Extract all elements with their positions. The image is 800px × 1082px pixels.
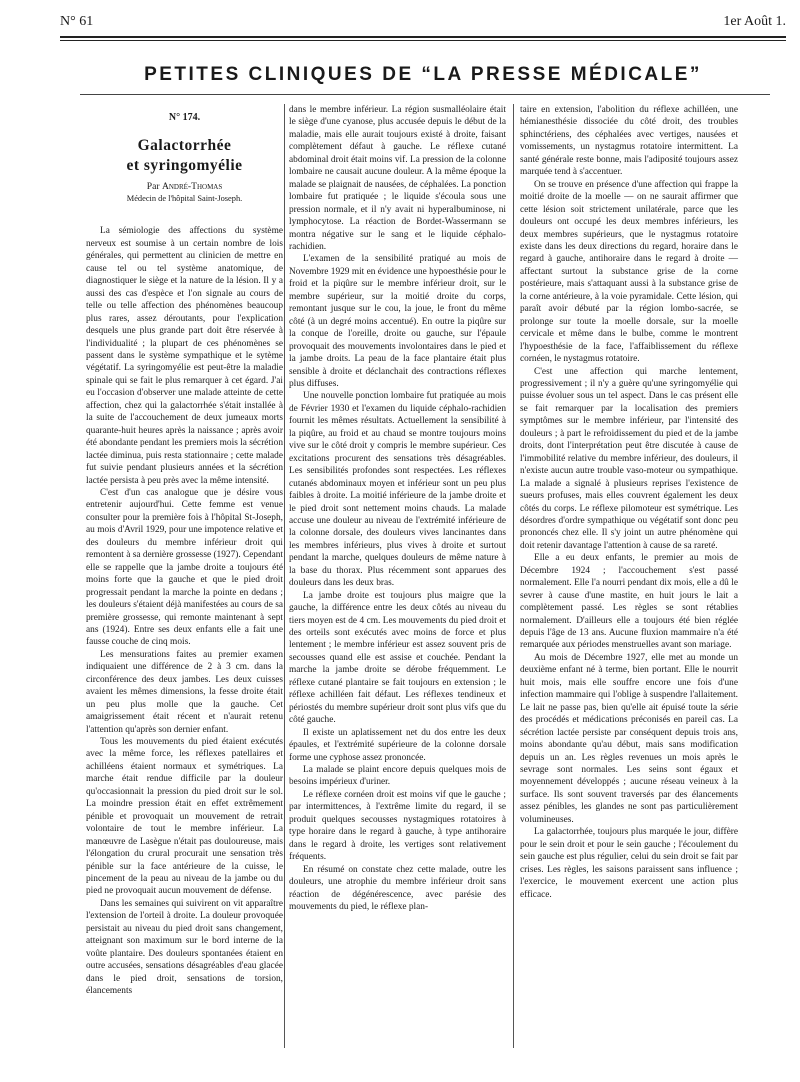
paragraph: Une nouvelle ponction lombaire fut pratiquée au mois de Février 1930 et l'examen du liquide céphalo-rachidien fournit les mêmes résultats. Actuellement la sensibilité à la piqûre, au froid et au chaud se montre toujours moins vive sur le côté droit y compris le membre supérieur. Ces excitations procurent des sensations très désagréables. Les sensibilités profondes sont respectées. Les réflexes cutanés abdominaux moyen et inférieur sont un peu plus faibles à droite. La moitié inférieure de la jambe droite et le pied droit sont nettement moins chauds. La malade accuse une douleur au niveau de l'extrémité inférieure de la colonne dorsale, des douleurs vives lancinantes dans les membres inférieurs, plus vives à droite et surtout pendant la marche, quelques douleurs de même nature à la base du thorax. Plus récemment sont apparues des douleurs dans les deux bras. bbox=[289, 391, 506, 589]
article-title-line-2: et syringomyélie bbox=[126, 157, 243, 175]
paragraph: taire en extension, l'abolition du réflexe achilléen, une hémianesthésie dissociée du côté droit, des troubles sphinctériens, des céphalées avec vertiges, nausées et vomissements, un nystagmus rotatoire intermittent. La santé générale reste bonne, mais l'adiposité toujours assez marquée tend à s'accentuer. bbox=[520, 105, 738, 178]
paragraph: L'examen de la sensibilité pratiqué au mois de Novembre 1929 mit en évidence une hypoesthésie pour le froid et la piqûre sur le membre inférieur droit, sur le membre supérieur, sur la moitié droite du corps, remontant jusque sur le cou, la joue, le front du même côté (à un degré moins accentué). En outre la piqûre sur la conque de l'oreille, droite ou gauche, sur l'épaule provoquait des mouvements involontaires dans le pied et la jambe droits. La peau de la face plantaire était plus sensible à droite et déclanchait des contractions réflexes plus diffuses. bbox=[289, 254, 506, 389]
author-affiliation: Médecin de l'hôpital Saint-Joseph. bbox=[126, 194, 243, 204]
paragraph: dans le membre inférieur. La région susmalléolaire était le siège d'une cyanose, plus accusée depuis le début de la maladie, mais elle aurait toujours existé à droite, faisant complètement défaut à gauche. Le réflexe cutané abdominal droit était moins vif. La pression de la colonne lombaire ne causait aucune douleur. A la même époque la malade se plaignait de nausées, de céphalées. La ponction lombaire fut pratiquée ; le liquide s'écoula sous une pression normale, et il n'y avait ni hyperalbuminose, ni lymphocytose. La réaction de Bordet-Wassermann se montra négative sur le sang et le liquide céphalo-rachidien. bbox=[289, 105, 506, 252]
paragraph: La sémiologie des affections du système nerveux est soumise à un certain nombre de lois générales, qui permettent au clinicien de mettre en cause tel ou tel système anatomique, de diagnostiquer le siège et la nature de la lésion. Il y a aussi des cas d'espèce et l'on signale au cours de telle ou telle affection des phénomènes beaucoup plus rares, assez déroutants, pour l'explication desquels une plus grande part doit être réservée à l'individualité ; la plupart de ces phénomènes se passent dans le système sympathique et le sytème végétatif. La syringomyélie est peut-être la maladie spinale qui se fait le plus remarquer à cet égard. J'ai eu l'occasion d'observer une malade atteinte de cette affection, chez qui la galactorrhée s'était installée à la suite de l'accouchement de deux jumeaux morts quarante-huit heures après la naissance ; après avoir été abondante pendant les premiers mois la sécrétion lactée diminua, puis resta stationnaire ; cette malade fut suivie pendant plusieurs années et la sécrétion lactée persista à peu près avec la même intensité. bbox=[86, 226, 283, 486]
paragraph: La malade se plaint encore depuis quelques mois de besoins impérieux d'uriner. bbox=[289, 765, 506, 788]
paragraph: La galactorrhée, toujours plus marquée le jour, diffère pour le sein droit et pour le sein gauche ; l'écoulement du sein gauche est plus régulier, celui du sein droit se fait par crises. Les règles, les saisons paraissent sans influence ; l'exercice, le mouvement exercent une action plus efficace. bbox=[520, 827, 738, 900]
paragraph: Il existe un aplatissement net du dos entre les deux épaules, et l'extrémité supérieure de la colonne dorsale forme une cyphose assez prononcée. bbox=[289, 727, 506, 763]
paragraph: C'est d'un cas analogue que je désire vous entretenir aujourd'hui. Cette femme est venue consulter pour la première fois à l'hôpital St-Joseph, au mois d'Avril 1929, pour une impotence relative et des douleurs du membre inférieur droit qui remontent à sa dernière grossesse (1927). Cependant elle se rappelle que la jambe droite a toujours été moins forte que la gauche et que le pied droit progressait pendant la marche la pointe en dedans ; les douleurs s'étaient déjà manifestées au cours de sa première grossesse, qui remonte maintenant à sept ans (1924). Entre ses deux enfants elle a fait une fausse couche de cinq mois. bbox=[86, 487, 283, 648]
paragraph: Tous les mouvements du pied étaient exécutés avec la même force, les réflexes patellaires et achilléens étaient normaux et symétriques. La marche était rendue difficile par la douleur qu'occasionnait la pression du pied droit sur le sol. La moindre pression était en effet extrêmement pénible et provoquait un mouvement de retrait volontaire de tout le membre inférieur. La manœuvre de Lasègue n'était pas douloureuse, mais l'élongation du crural procurait une sensation très pénible sur la face antérieure de la cuisse, le pincement de la peau au niveau de la jambe ou du pied ne provoquait aucun mouvement de défense. bbox=[86, 737, 283, 897]
issue-number: N° 61 bbox=[60, 14, 94, 29]
column-divider bbox=[284, 104, 285, 1048]
paragraph: C'est une affection qui marche lentement, progressivement ; il n'y a guère qu'une syringomyélie qui puisse évoluer sous un tel aspect. Dans le cas présent elle se fait remarquer par la localisation des premiers symptômes sur le membre inférieur, par l'intensité des douleurs ; à part le refroidissement du pied et de la jambe droits, dont l'interprétation peut être discutée à cause de l'immobilité relative du membre inférieur, des douleurs, il n'existe aucun autre trouble vaso-moteur ou sympathique. La malade a signalé à plusieurs reprises l'existence de sueurs profuses, mais elles couvrent également les deux côtés du corps. Le réflexe pilomoteur est symétrique. Les désordres d'ordre sympathique ou végétatif sont donc peu prononcés chez elle. Il s'y joint un autre phénomène qui doit retenir davantage l'attention à cause de sa rareté. bbox=[520, 366, 738, 551]
author-name: André-Thomas bbox=[161, 181, 223, 193]
article-title-line-1: Galactorrhée bbox=[137, 137, 232, 155]
paragraph: On se trouve en présence d'une affection qui frappe la moitié droite de la moelle — on ne saurait affirmer que cette lésion soit strictement unilatérale, parce que les douleurs ont occupé les deux membres inférieurs, les deux membres supérieurs, que le nystagmus rotatoire existe dans les deux directions du regard, horaire dans le regard à gauche, antihoraire dans le regard à droite — affectant surtout la substance grise de la corne postérieure, mais s'attaquant aussi à la substance grise de la corne antérieure, à la voie pyramidale. Cette lésion, qui paraît avoir débuté par la région lombo-sacrée, se prolonge sur toute la moelle dorsale, sur la moelle cervicale et même dans le bulbe, comme le montrent l'hypoesthésie de la face, l'affaiblissement du réflexe cornéen, le nystagmus rotatoire. bbox=[520, 179, 738, 365]
section-rubric: PETITES CLINIQUES DE “LA PRESSE MÉDICALE” bbox=[144, 64, 702, 85]
paragraph: Elle a eu deux enfants, le premier au mois de Décembre 1924 ; l'accouchement s'est passé normalement. Elle l'a nourri pendant dix mois, elle a dû le sevrer à cause d'une mastite, en huit jours le lait a complètement passé. Les règles se sont rétablies normalement. D'ailleurs elle a toujours été bien réglée depuis l'âge de 13 ans. Aucune fluxion mammaire n'a été remarquée aux périodes menstruelles avant son mariage. bbox=[520, 553, 738, 651]
paragraph: Les mensurations faites au premier examen indiquaient une différence de 2 à 3 cm. dans la circonférence des deux jambes. Les deux cuisses avaient les mêmes dimensions, la fesse droite était un peu plus molle que la gauche. Cet amaigrissement était récent et n'aurait retenu l'attention qu'après son dernier enfant. bbox=[86, 649, 283, 735]
header-rule-thin bbox=[60, 40, 786, 41]
paragraph: En résumé on constate chez cette malade, outre les douleurs, une atrophie du membre inférieur droit sans réaction de dégénérescence, avec parésie des mouvements du pied, le réflexe plan- bbox=[289, 864, 506, 912]
column-divider bbox=[513, 104, 514, 1048]
paragraph: Le réflexe cornéen droit est moins vif que le gauche ; par intermittences, à l'extrême limite du regard, il se produit quelques secousses nystagmiques rotatoires à type horaire dans le regard à gauche, à type antihoraire dans le regard à droite, les vertiges sont relativement fréquents. bbox=[289, 789, 506, 863]
column-1 bbox=[86, 104, 283, 998]
paragraph: Dans les semaines qui suivirent on vit apparaître l'extension de l'orteil à droite. La douleur provoquée persistait au niveau du pied droit sans changement, atteignant son maximum sur le bord interne de la voûte plantaire. Des douleurs spontanées étaient en outre accusées, sensations désagréables d'eau glacée dans le pied droit, sensations de torsion, élancements bbox=[86, 898, 283, 997]
byline-prefix: Par bbox=[146, 181, 160, 193]
article-byline bbox=[86, 181, 283, 193]
article-number: N° 174. bbox=[168, 112, 201, 123]
page-header bbox=[60, 14, 786, 30]
column-2 bbox=[289, 104, 506, 913]
paragraph: La jambe droite est toujours plus maigre que la gauche, la différence entre les deux côtés au niveau du tiers moyen est de 4 cm. Les mouvements du pied droit et des orteils sont exécutés avec moins de force et plus lentement ; le membre inférieur est assez souvent pris de secousses quand elle est assise et couchée. Pendant la marche la jambe droite se dérobe fréquemment. Le réflexe cutané plantaire se fait toujours en extension ; le réflexe achilléen fait défaut. Les réflexes tendineux et périostés du membre supérieur droit sont plus vifs que du côté gauche. bbox=[289, 590, 506, 726]
column-3 bbox=[520, 104, 738, 901]
issue-date: 1er Août 1. bbox=[723, 14, 786, 29]
header-rule bbox=[60, 36, 786, 38]
rubric-rule bbox=[80, 94, 770, 95]
paragraph: Au mois de Décembre 1927, elle met au monde un deuxième enfant né à terme, bien portant. Elle le nourrit huit mois, mais elle souffre encore une fois d'une infection mammaire qui l'oblige à suspendre l'allaitement. Le lait ne passe pas, bien qu'elle ait épuisé toute la série des procédés et médications préconisés en pareil cas. La sécrétion lactée persiste par conséquent depuis trois ans, moins abondante qu'au début, mais sans modification depuis un an. Les règles revenues un mois après le sevrage sont normales. Les seins sont égaux et moyennement développés ; aucune réseau veineux à la surface. Ils sont souvent traversés par des élancements assez pénibles, les glandes ne sont pas particulièrement volumineuses. bbox=[520, 652, 738, 825]
